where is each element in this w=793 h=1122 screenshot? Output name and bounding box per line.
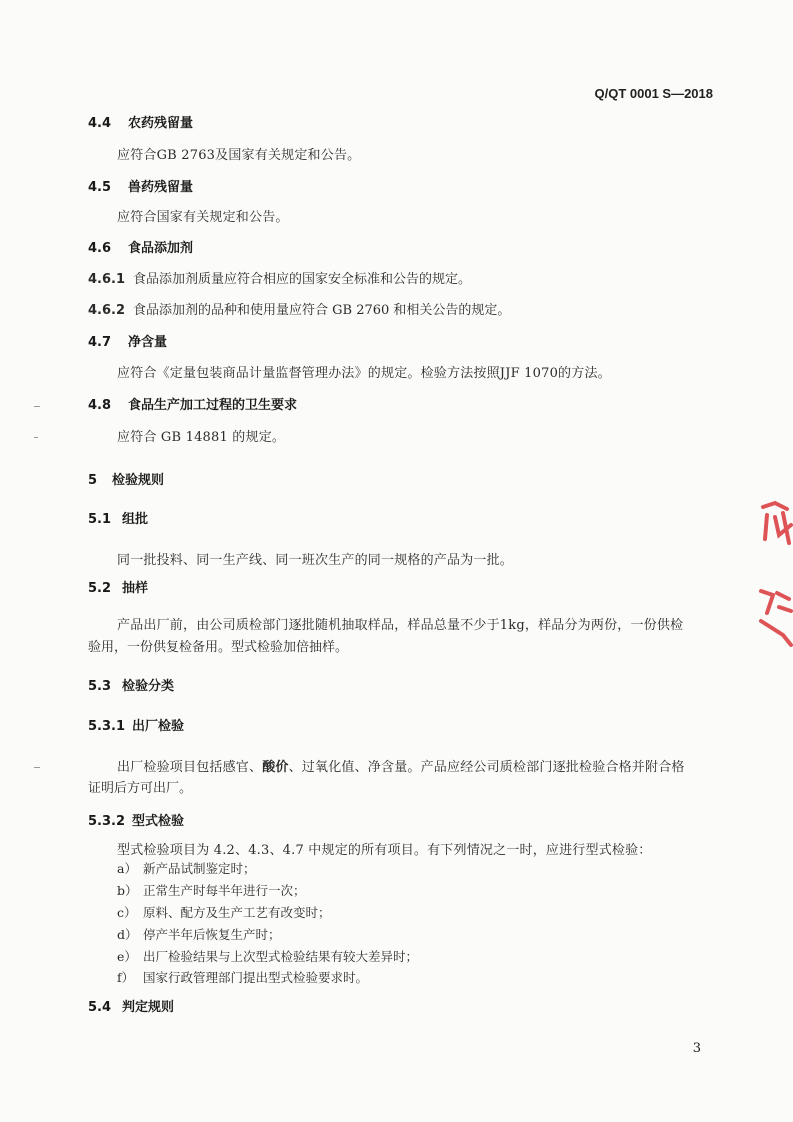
red-seal-stamp [753, 495, 793, 655]
list-item: f） 国家行政管理部门提出型式检验要求时。 [117, 970, 369, 985]
section-4-4-text: 应符合GB 2763及国家有关规定和公告。 [117, 148, 361, 163]
section-5-3-heading: 5.3 检验分类 [88, 679, 175, 694]
section-4-8-text: 应符合 GB 14881 的规定。 [117, 430, 286, 445]
section-5-4-heading: 5.4 判定规则 [88, 1000, 175, 1015]
section-4-5-text: 应符合国家有关规定和公告。 [117, 210, 289, 225]
section-5-2-text-line2: 验用，一份供复检备用。型式检验加倍抽样。 [88, 640, 349, 655]
section-5-2-text-line1: 产品出厂前，由公司质检部门逐批随机抽取样品，样品总量不少于1kg，样品分为两份，一份供检 [117, 618, 684, 633]
section-5-1-text: 同一批投料、同一生产线、同一班次生产的同一规格的产品为一批。 [117, 553, 514, 568]
scan-mark [34, 767, 40, 768]
acid-value-emphasis: 酸价 [262, 760, 289, 775]
list-item: e） 出厂检验结果与上次型式检验结果有较大差异时； [117, 949, 419, 964]
section-4-6-heading: 4.6 食品添加剂 [88, 241, 194, 256]
scan-mark [34, 437, 38, 438]
section-4-7-text: 应符合《定量包装商品计量监督管理办法》的规定。检验方法按照JJF 1070的方法。 [117, 366, 611, 381]
section-5-heading: 5 检验规则 [88, 473, 165, 488]
section-5-3-1-heading: 5.3.1 出厂检验 [88, 719, 185, 734]
section-5-3-2-text: 型式检验项目为 4.2、4.3、4.7 中规定的所有项目。有下列情况之一时，应进行型式检验： [117, 843, 652, 858]
list-item: a） 新产品试制鉴定时； [117, 861, 256, 876]
section-5-3-1-text-line2: 证明后方可出厂。 [88, 781, 193, 796]
page-number: 3 [692, 1041, 701, 1056]
standard-code-header: Q/QT 0001 S—2018 [594, 86, 713, 101]
section-4-8-heading: 4.8 食品生产加工过程的卫生要求 [88, 398, 298, 413]
section-4-7-heading: 4.7 净含量 [88, 335, 168, 350]
list-item: b） 正常生产时每半年进行一次； [117, 883, 306, 898]
section-4-4-heading: 4.4 农药残留量 [88, 116, 194, 131]
section-4-6-2-text: 4.6.2 食品添加剂的品种和使用量应符合 GB 2760 和相关公告的规定。 [88, 303, 511, 318]
list-item: d） 停产半年后恢复生产时； [117, 927, 281, 942]
section-5-3-2-heading: 5.3.2 型式检验 [88, 814, 185, 829]
section-4-6-1-text: 4.6.1 食品添加剂质量应符合相应的国家安全标准和公告的规定。 [88, 272, 472, 287]
list-item: c） 原料、配方及生产工艺有改变时； [117, 905, 331, 920]
section-4-5-heading: 4.5 兽药残留量 [88, 180, 194, 195]
scan-mark [34, 406, 40, 407]
section-5-2-heading: 5.2 抽样 [88, 581, 149, 596]
section-5-3-1-text-line1: 出厂检验项目包括感官、酸价、过氧化值、净含量。产品应经公司质检部门逐批检验合格并附合格 [117, 760, 685, 775]
section-5-1-heading: 5.1 组批 [88, 512, 149, 527]
